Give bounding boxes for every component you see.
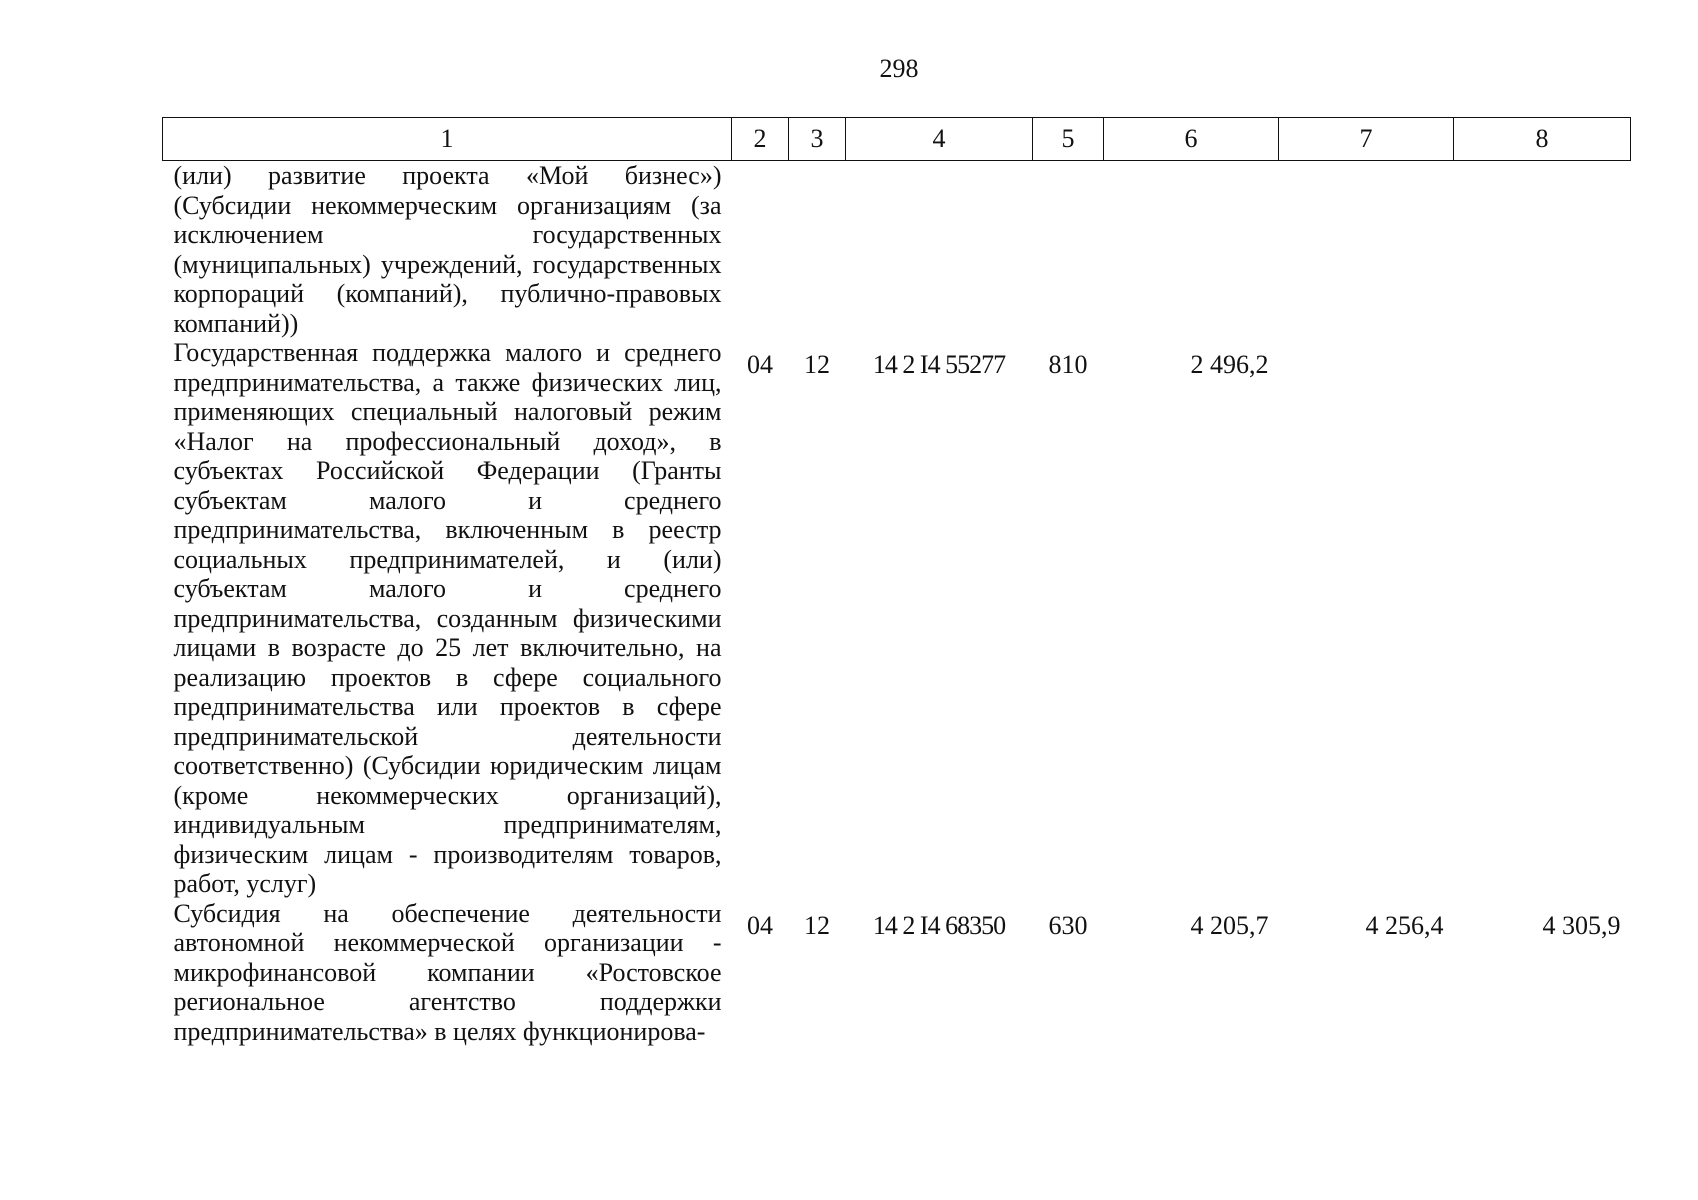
row-amount-year2	[1279, 161, 1454, 339]
row-section	[732, 161, 789, 339]
page-number: 298	[879, 54, 919, 83]
row-target-article: 14 2 I4 55277	[872, 350, 1006, 379]
row-amount-year2: 4 256,4	[1365, 910, 1444, 940]
table-header-row	[163, 118, 1631, 161]
header-col-7: 7	[1279, 118, 1454, 161]
header-col-8: 8	[1454, 118, 1631, 161]
row-expense-type: 810	[1048, 350, 1088, 379]
row-section: 04	[747, 350, 773, 379]
table-row	[163, 899, 1631, 1047]
header-col-5: 5	[1033, 118, 1104, 161]
row-amount-year3	[1454, 161, 1631, 339]
row-description: (или) развитие проекта «Мой бизнес») (Субсидии некоммерческим организациям (за исключением государственных (муниципальных) учреждений, государственных корпораций (компаний), публично-правовых компаний))	[173, 161, 722, 338]
budget-table	[162, 117, 1631, 1046]
row-amount-year3: 4 305,9	[1542, 910, 1621, 940]
header-col-6: 6	[1104, 118, 1279, 161]
row-description: Субсидия на обеспечение деятельности автономной некоммерческой организации - микрофинансовой компании «Ростовское региональное агентство поддержки предпринимательства» в целях функционирова-	[173, 898, 722, 1046]
row-expense-type: 630	[1048, 910, 1088, 940]
row-target-article: 14 2 I4 68350	[872, 910, 1006, 940]
row-description: Государственная поддержка малого и среднего предпринимательства, а также физических лиц, применяющих специальный налоговый режим «Налог на профессиональный доход», в субъектах Российской Федерации (Гранты субъектам малого и среднего предпринимательства, включенным в реестр социальных предпринимателей, и (или) субъектам малого и среднего предпринимательства, созданным физическими лицами в возрасте до 25 лет включительно, на реализацию проектов в сфере социального предпринимательства или проектов в сфере предпринимательской деятельности соответственно) (Субсидии юридическим лицам (кроме некоммерческих организаций), индивидуальным предпринимателям, физическим лицам - производителям товаров, работ, услуг)	[173, 338, 722, 898]
row-target-article	[846, 161, 1033, 339]
row-amount-year1	[1104, 161, 1279, 339]
header-col-1: 1	[163, 118, 732, 161]
row-section: 04	[747, 910, 773, 940]
row-subsection: 12	[804, 910, 830, 940]
row-amount-year2	[1279, 338, 1454, 899]
header-col-2: 2	[732, 118, 789, 161]
row-subsection: 12	[804, 350, 830, 379]
row-amount-year1: 4 205,7	[1190, 910, 1269, 940]
row-amount-year3	[1454, 338, 1631, 899]
table-row	[163, 338, 1631, 899]
row-expense-type	[1033, 161, 1104, 339]
row-amount-year1: 2 496,2	[1190, 350, 1269, 379]
header-col-4: 4	[846, 118, 1033, 161]
header-col-3: 3	[789, 118, 846, 161]
table-row	[163, 161, 1631, 339]
row-subsection	[789, 161, 846, 339]
